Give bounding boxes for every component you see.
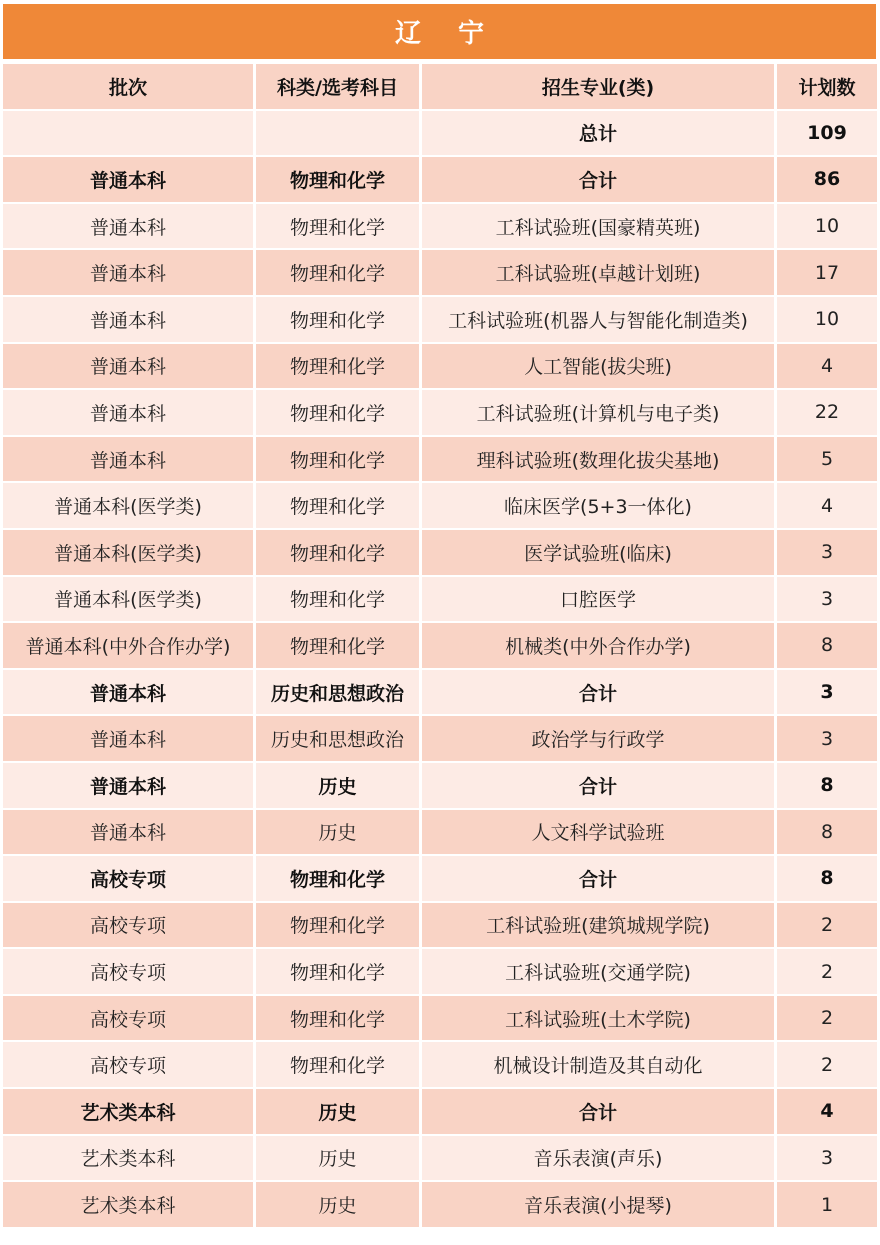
header-major: 招生专业(类) (422, 64, 774, 109)
table-row (3, 623, 877, 668)
table-row (3, 1136, 877, 1181)
cell-batch (3, 111, 253, 156)
plan-table (0, 62, 880, 1229)
table-row (3, 903, 877, 948)
cell-count: 4 (777, 344, 877, 389)
cell-subject: 物理和化学 (256, 856, 419, 901)
table-row (3, 111, 877, 156)
table-row (3, 716, 877, 761)
cell-subject (256, 111, 419, 156)
cell-count: 17 (777, 250, 877, 295)
cell-batch: 普通本科 (3, 250, 253, 295)
cell-batch: 普通本科 (3, 763, 253, 808)
cell-major: 合计 (422, 856, 774, 901)
table-row (3, 996, 877, 1041)
cell-batch: 高校专项 (3, 949, 253, 994)
cell-major: 总计 (422, 111, 774, 156)
table-row (3, 344, 877, 389)
cell-major: 工科试验班(卓越计划班) (422, 250, 774, 295)
cell-batch: 普通本科 (3, 204, 253, 249)
cell-count: 8 (777, 810, 877, 855)
cell-subject: 历史 (256, 810, 419, 855)
cell-subject: 物理和化学 (256, 157, 419, 202)
cell-subject: 物理和化学 (256, 1042, 419, 1087)
cell-major: 医学试验班(临床) (422, 530, 774, 575)
header-subject: 科类/选考科目 (256, 64, 419, 109)
cell-count: 2 (777, 996, 877, 1041)
cell-subject: 物理和化学 (256, 996, 419, 1041)
cell-major: 人文科学试验班 (422, 810, 774, 855)
cell-subject: 物理和化学 (256, 577, 419, 622)
header-count: 计划数 (777, 64, 877, 109)
cell-batch: 高校专项 (3, 856, 253, 901)
cell-count: 3 (777, 670, 877, 715)
cell-subject: 物理和化学 (256, 903, 419, 948)
cell-count: 4 (777, 1089, 877, 1134)
cell-major: 工科试验班(计算机与电子类) (422, 390, 774, 435)
table-row (3, 763, 877, 808)
cell-major: 口腔医学 (422, 577, 774, 622)
cell-batch: 普通本科 (3, 437, 253, 482)
cell-batch: 普通本科(中外合作办学) (3, 623, 253, 668)
cell-batch: 普通本科 (3, 344, 253, 389)
cell-count: 22 (777, 390, 877, 435)
cell-subject: 物理和化学 (256, 204, 419, 249)
cell-count: 1 (777, 1182, 877, 1227)
cell-count: 3 (777, 1136, 877, 1181)
cell-subject: 历史 (256, 763, 419, 808)
cell-major: 机械设计制造及其自动化 (422, 1042, 774, 1087)
table-row (3, 810, 877, 855)
cell-count: 8 (777, 763, 877, 808)
cell-major: 合计 (422, 1089, 774, 1134)
cell-subject: 物理和化学 (256, 530, 419, 575)
cell-count: 2 (777, 1042, 877, 1087)
cell-subject: 历史 (256, 1089, 419, 1134)
table-row (3, 297, 877, 342)
cell-batch: 普通本科 (3, 157, 253, 202)
cell-batch: 普通本科 (3, 810, 253, 855)
cell-subject: 历史和思想政治 (256, 716, 419, 761)
cell-count: 8 (777, 623, 877, 668)
table-row (3, 157, 877, 202)
cell-batch: 艺术类本科 (3, 1182, 253, 1227)
cell-count: 109 (777, 111, 877, 156)
table-row (3, 250, 877, 295)
cell-batch: 普通本科(医学类) (3, 577, 253, 622)
cell-count: 10 (777, 297, 877, 342)
cell-batch: 普通本科(医学类) (3, 530, 253, 575)
table-body (3, 111, 877, 1227)
cell-batch: 高校专项 (3, 903, 253, 948)
cell-count: 3 (777, 716, 877, 761)
table-row (3, 530, 877, 575)
cell-batch: 普通本科 (3, 297, 253, 342)
cell-major: 工科试验班(建筑城规学院) (422, 903, 774, 948)
cell-subject: 物理和化学 (256, 483, 419, 528)
cell-batch: 高校专项 (3, 996, 253, 1041)
table-row (3, 856, 877, 901)
cell-count: 5 (777, 437, 877, 482)
header-batch: 批次 (3, 64, 253, 109)
cell-major: 合计 (422, 157, 774, 202)
cell-major: 政治学与行政学 (422, 716, 774, 761)
cell-count: 2 (777, 949, 877, 994)
cell-count: 86 (777, 157, 877, 202)
cell-major: 工科试验班(机器人与智能化制造类) (422, 297, 774, 342)
cell-subject: 物理和化学 (256, 949, 419, 994)
cell-major: 工科试验班(土木学院) (422, 996, 774, 1041)
admission-plan (3, 4, 876, 1229)
cell-subject: 历史 (256, 1182, 419, 1227)
cell-major: 音乐表演(小提琴) (422, 1182, 774, 1227)
cell-count: 10 (777, 204, 877, 249)
cell-count: 2 (777, 903, 877, 948)
table-row (3, 1182, 877, 1227)
table-row (3, 670, 877, 715)
cell-count: 3 (777, 577, 877, 622)
cell-subject: 物理和化学 (256, 344, 419, 389)
cell-batch: 普通本科 (3, 716, 253, 761)
cell-subject: 历史 (256, 1136, 419, 1181)
table-row (3, 949, 877, 994)
cell-major: 人工智能(拔尖班) (422, 344, 774, 389)
cell-batch: 艺术类本科 (3, 1136, 253, 1181)
cell-subject: 物理和化学 (256, 250, 419, 295)
cell-major: 临床医学(5+3一体化) (422, 483, 774, 528)
cell-major: 工科试验班(国豪精英班) (422, 204, 774, 249)
cell-major: 合计 (422, 763, 774, 808)
province-title: 辽 宁 (3, 4, 876, 59)
table-row (3, 1089, 877, 1134)
table-header-row (3, 64, 877, 109)
table-row (3, 437, 877, 482)
cell-subject: 物理和化学 (256, 390, 419, 435)
cell-major: 机械类(中外合作办学) (422, 623, 774, 668)
table-row (3, 390, 877, 435)
cell-batch: 普通本科(医学类) (3, 483, 253, 528)
cell-batch: 普通本科 (3, 390, 253, 435)
cell-batch: 艺术类本科 (3, 1089, 253, 1134)
cell-count: 3 (777, 530, 877, 575)
cell-major: 理科试验班(数理化拔尖基地) (422, 437, 774, 482)
cell-subject: 历史和思想政治 (256, 670, 419, 715)
cell-batch: 普通本科 (3, 670, 253, 715)
table-row (3, 204, 877, 249)
cell-major: 工科试验班(交通学院) (422, 949, 774, 994)
table-row (3, 1042, 877, 1087)
table-row (3, 483, 877, 528)
cell-major: 音乐表演(声乐) (422, 1136, 774, 1181)
cell-subject: 物理和化学 (256, 437, 419, 482)
cell-subject: 物理和化学 (256, 297, 419, 342)
cell-count: 4 (777, 483, 877, 528)
table-row (3, 577, 877, 622)
cell-count: 8 (777, 856, 877, 901)
cell-batch: 高校专项 (3, 1042, 253, 1087)
cell-subject: 物理和化学 (256, 623, 419, 668)
cell-major: 合计 (422, 670, 774, 715)
